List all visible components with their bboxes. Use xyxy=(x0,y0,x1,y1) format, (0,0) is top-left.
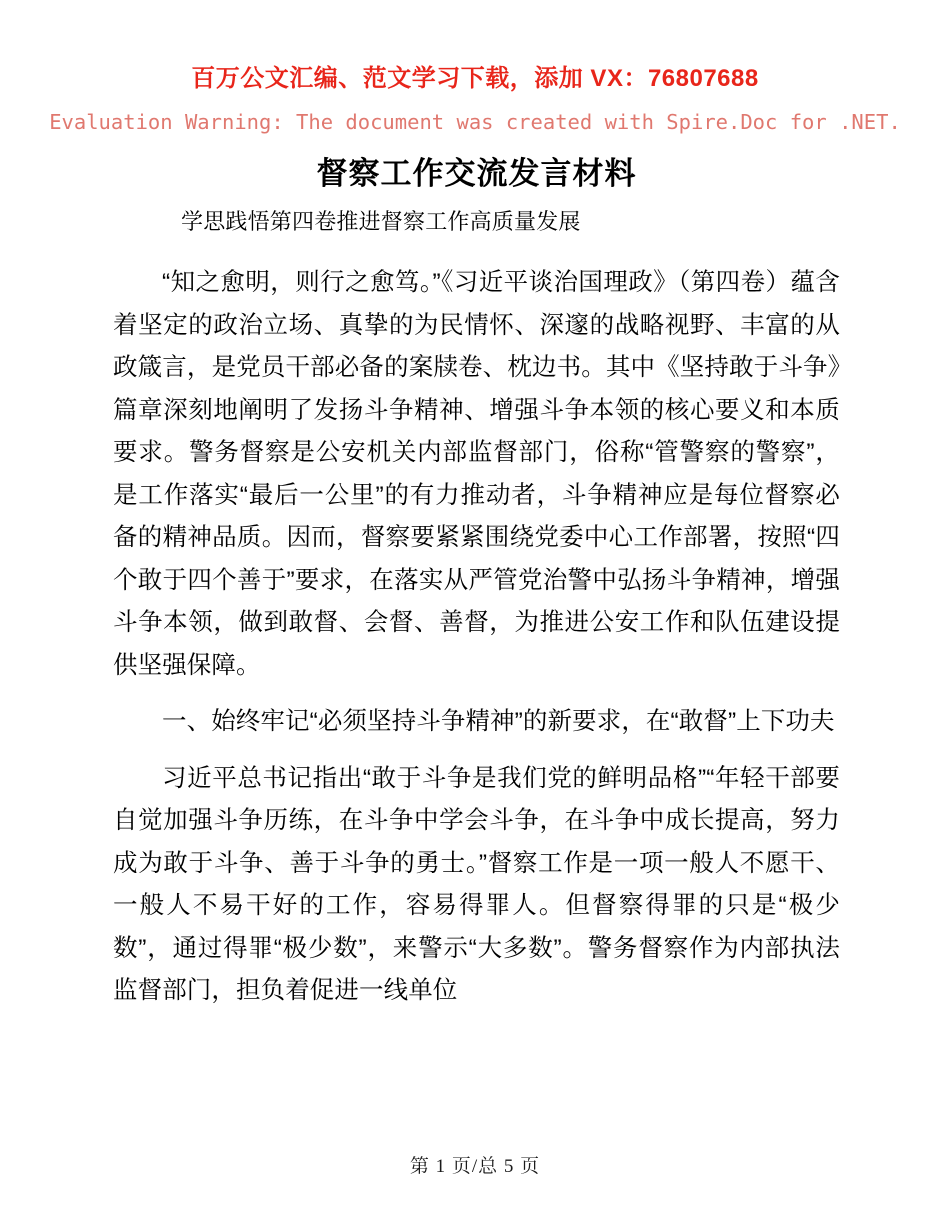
document-content xyxy=(113,152,840,1017)
spacer xyxy=(113,691,840,701)
spacer xyxy=(113,748,840,758)
body-paragraph-2: 习近平总书记指出“敢于斗争是我们党的鲜明品格”“年轻干部要自觉加强斗争历练，在斗争中学会斗争，在斗争中成长提高，努力成为敢于斗争、善于斗争的勇士。”督察工作是一项一般人不愿干、一般人不易干好的工作，容易得罪人。但督察得罪的只是“极少数”，通过得罪“极少数”，来警示“大多数”。警务督察作为内部执法监督部门，担负着促进一线单位 xyxy=(113,764,840,1004)
spacer xyxy=(113,252,840,262)
promo-header-text: 百万公文汇编、范文学习下载，添加 VX：76807688 xyxy=(191,65,759,92)
body-paragraph-1: “知之愈明，则行之愈笃。”《习近平谈治国理政》（第四卷）蕴含着坚定的政治立场、真挚的为民情怀、深邃的战略视野、丰富的从政箴言，是党员干部必备的案牍卷、枕边书。其中《坚持敢于斗争》篇章深刻地阐明了发扬斗争精神、增强斗争本领的核心要义和本质要求。警务督察是公安机关内部监督部门，俗称“管警察的警察”，是工作落实“最后一公里”的有力推动者，斗争精神应是每位督察必备的精神品质。因而，督察要紧紧围绕党委中心工作部署，按照“四个敢于四个善于”要求，在落实从严管党治警中弘扬斗争精神，增强斗争本领，做到敢督、会督、善督，为推进公安工作和队伍建设提供坚强保障。 xyxy=(113,269,840,679)
page-title: 督察工作交流发言材料 xyxy=(316,156,637,191)
document-subtitle: 学思践悟第四卷推进督察工作高质量发展 xyxy=(181,209,581,234)
section-heading-1: 一、始终牢记“必须坚持斗争精神”的新要求，在“敢督”上下功夫 xyxy=(162,708,835,735)
page-number-footer: 第 1 页/总 5 页 xyxy=(409,1156,541,1177)
evaluation-warning-text: Evaluation Warning: The document was created with Spire.Doc for .NET. xyxy=(49,110,901,134)
